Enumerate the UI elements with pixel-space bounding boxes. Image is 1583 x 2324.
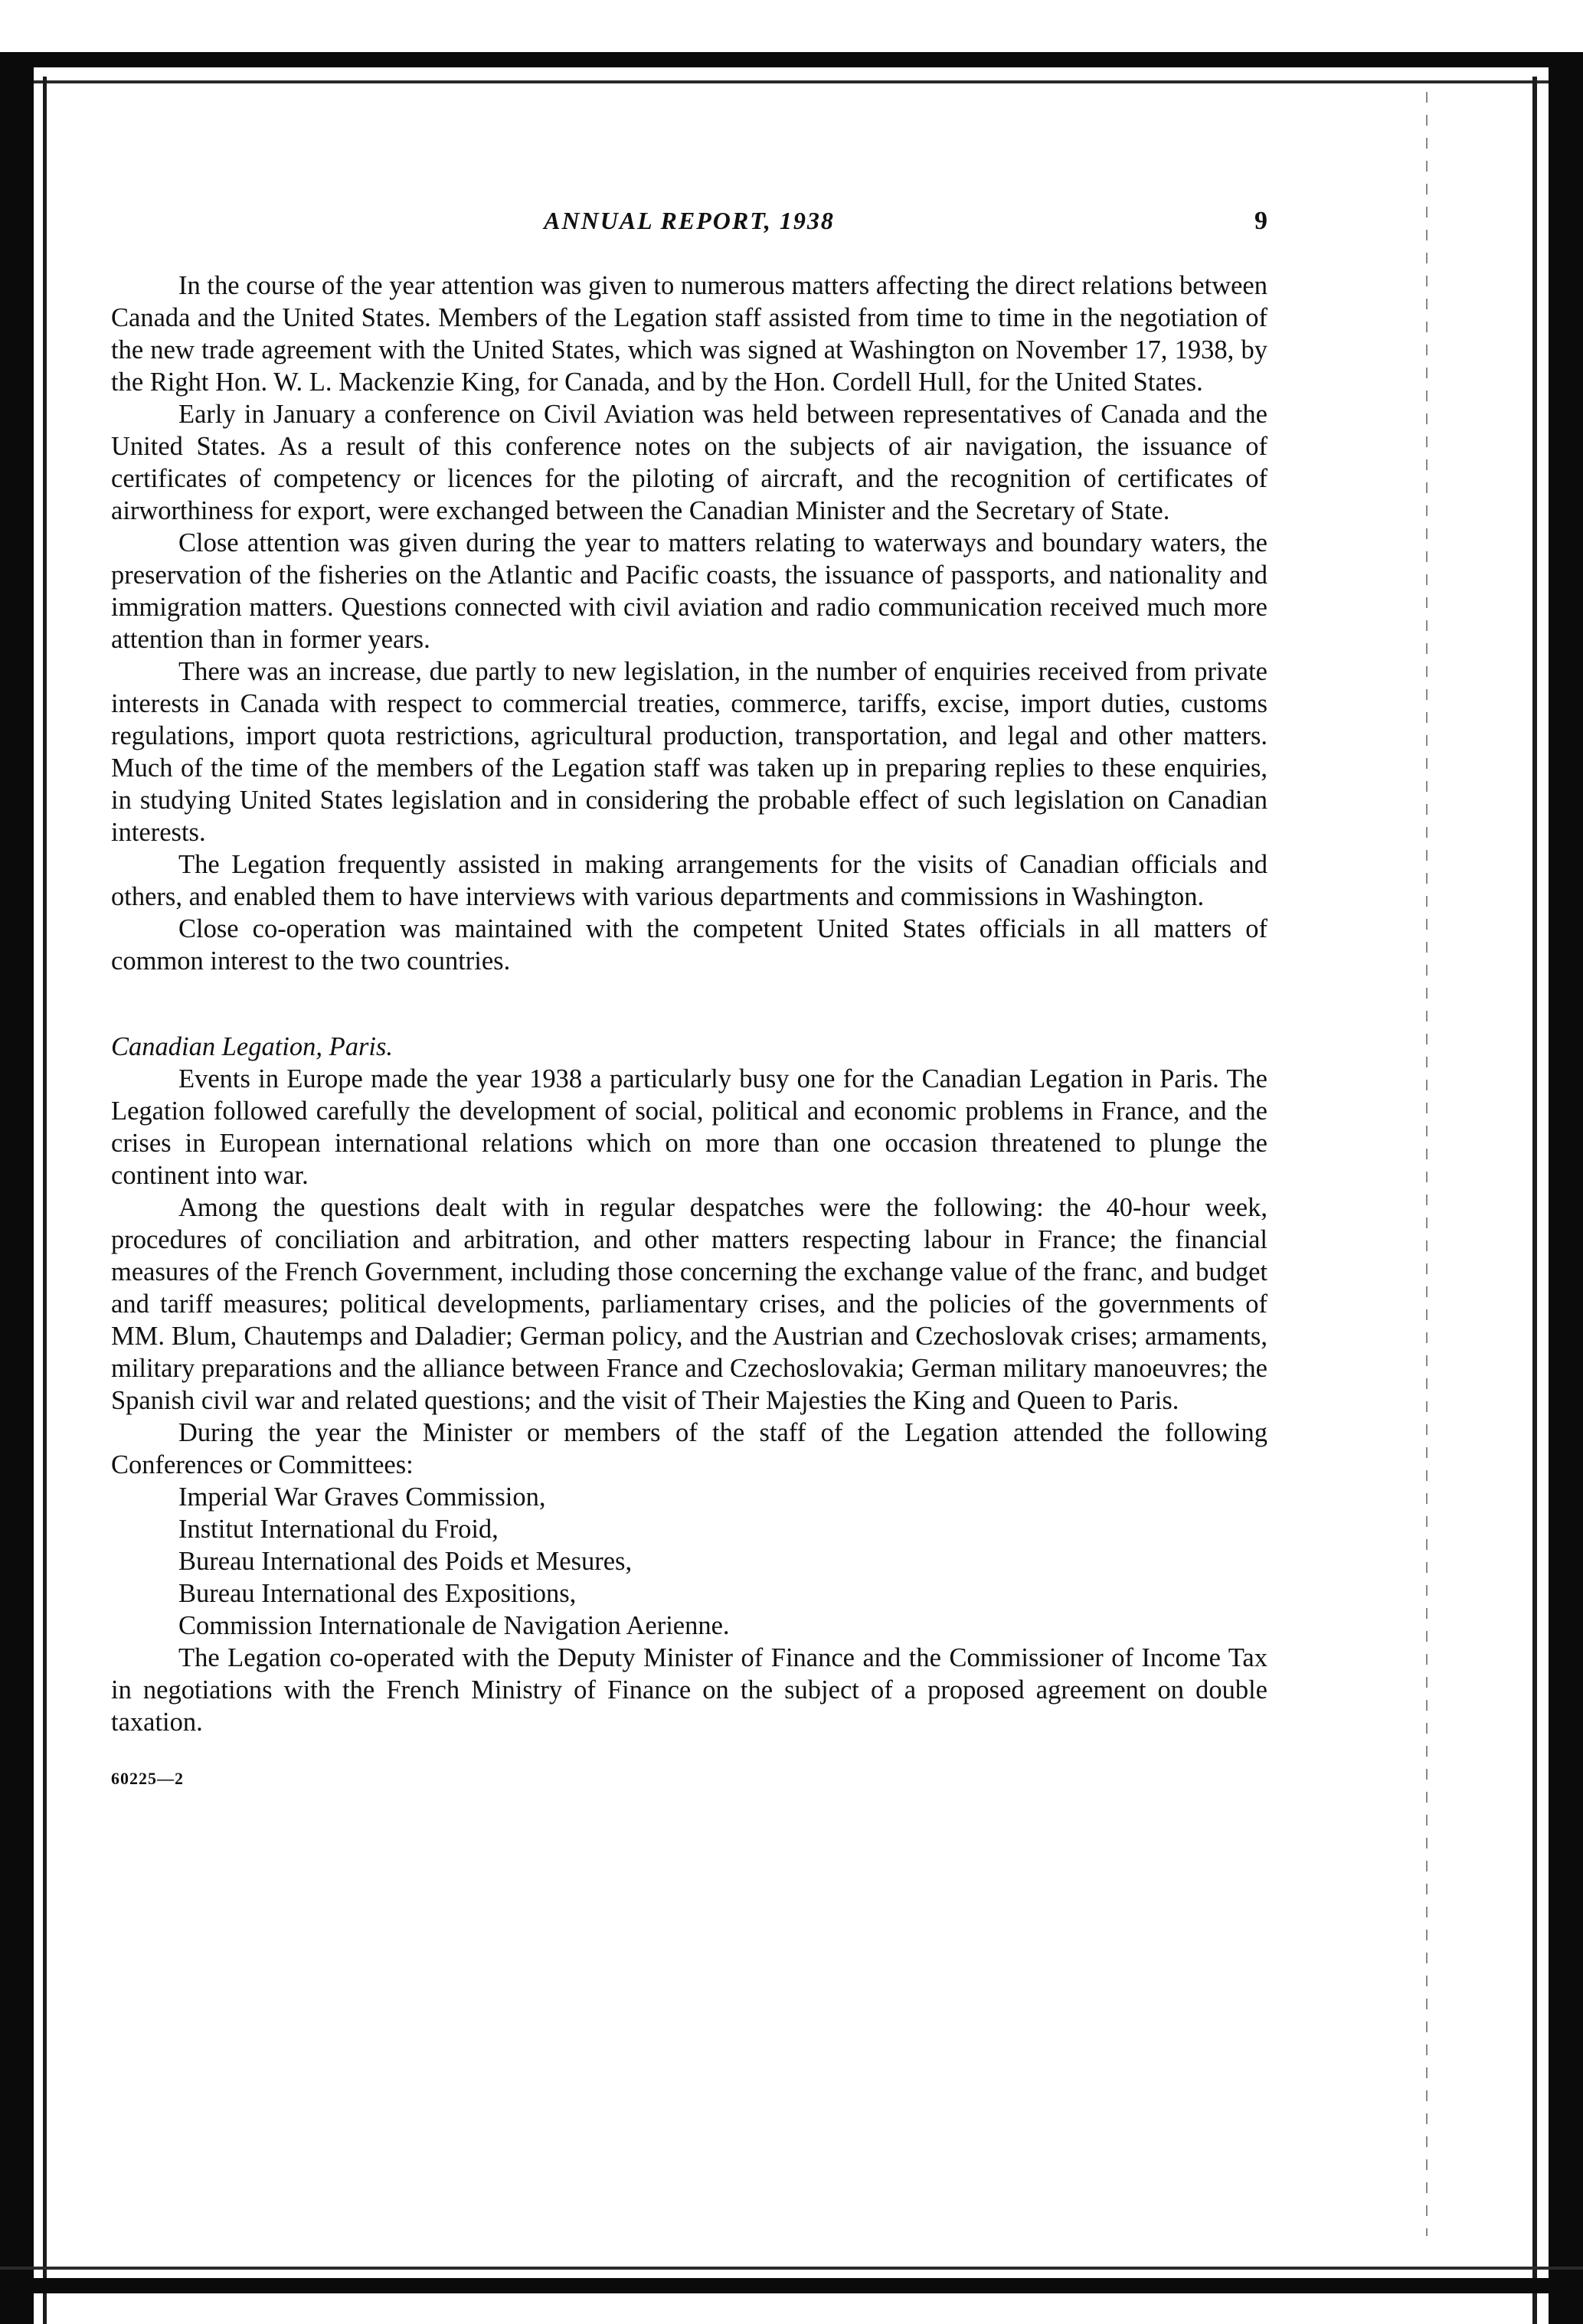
paragraph: Early in January a conference on Civil Aviation was held between representatives of Canada and the United States. As a result of this conference notes on the subjects of air navigation, the issuance of certificates of competency or licences for the piloting of aircraft, and the recognition of certificates of airworthiness for export, were exchanged between the Canadian Minister and the Secretary of State. [111, 400, 1267, 525]
list-item: Bureau International des Expositions, [178, 1579, 577, 1608]
scan-border-top [0, 52, 1583, 67]
print-code: 60225—2 [111, 1769, 184, 1788]
scan-border-left-line [43, 77, 47, 2324]
conference-list [178, 1481, 1267, 1642]
scan-border-right [1549, 52, 1583, 2324]
scan-border-right-line [1532, 77, 1537, 2324]
paragraph: Close attention was given during the year to matters relating to waterways and boundary waters, the preservation of the fisheries on the Atlantic and Pacific coasts, the issuance of passports, and nationality and immigration matters. Questions connected with civil aviation and radio communication received much more attention than in former years. [111, 528, 1267, 654]
section-heading: Canadian Legation, Paris. [111, 1032, 394, 1061]
scan-border-top-line [0, 80, 1583, 83]
scan-border-bottom-line [0, 2267, 1583, 2270]
paragraph: Close co-operation was maintained with the competent United States officials in all matters of common interest to the two countries. [111, 914, 1267, 976]
document-page [111, 207, 1267, 1789]
paragraph: Among the questions dealt with in regular despatches were the following: the 40-hour week, procedures of conciliation and arbitration, and other matters respecting labour in France; the financial measures of the French Government, including those concerning the exchange value of the franc, and budget and tariff measures; political developments, parliamentary crises, and the policies of the governments of MM. Blum, Chautemps and Daladier; German policy, and the Austrian and Czechoslovak crises; armaments, military preparations and the alliance between France and Czechoslovakia; German military manoeuvres; the Spanish civil war and related questions; and the visit of Their Majesties the King and Queen to Paris. [111, 1193, 1267, 1415]
closing-paragraph: The Legation co-operated with the Deputy Minister of Finance and the Commissioner of Income Tax in negotiations with the French Ministry of Finance on the subject of a proposed agreement on double taxation. [111, 1643, 1267, 1737]
page-header [111, 207, 1267, 253]
paragraph: There was an increase, due partly to new legislation, in the number of enquiries received from private interests in Canada with respect to commercial treaties, commerce, tariffs, excise, import duties, customs regulations, import quota restrictions, agricultural production, transportation, and legal and other matters. Much of the time of the members of the Legation staff was taken up in preparing replies to these enquiries, in studying United States legislation and in considering the probable effect of such legislation on Canadian interests. [111, 657, 1267, 847]
paragraph: The Legation frequently assisted in making arrangements for the visits of Canadian officials and others, and enabled them to have interviews with various departments and commissions in Washington. [111, 850, 1267, 911]
list-item: Imperial War Graves Commission, [178, 1482, 546, 1512]
washington-section [111, 270, 1267, 977]
running-title: ANNUAL REPORT, 1938 [544, 207, 835, 234]
paragraph: Events in Europe made the year 1938 a particularly busy one for the Canadian Legation in Paris. The Legation followed carefully the development of social, political and economic problems in France, and the crises in European international relations which on more than one occasion threatened to plunge the continent into war. [111, 1064, 1267, 1190]
list-item: Institut International du Froid, [178, 1515, 499, 1544]
binding-gutter-line [1426, 92, 1428, 2236]
paragraph: In the course of the year attention was given to numerous matters affecting the direct relations between Canada and the United States. Members of the Legation staff assisted from time to time in the negotiation of the new trade agreement with the United States, which was signed at Washington on November 17, 1938, by the Right Hon. W. L. Mackenzie King, for Canada, and by the Hon. Cordell Hull, for the United States. [111, 271, 1267, 397]
list-item: Bureau International des Poids et Mesures, [178, 1547, 633, 1576]
list-item: Commission Internationale de Navigation Aerienne. [178, 1611, 730, 1640]
scan-border-bottom [0, 2278, 1583, 2293]
scan-border-left [0, 52, 34, 2324]
page-number: 9 [1254, 207, 1267, 235]
paris-section [111, 1063, 1267, 1738]
paragraph: During the year the Minister or members of the staff of the Legation attended the following Conferences or Committees: [111, 1418, 1267, 1479]
